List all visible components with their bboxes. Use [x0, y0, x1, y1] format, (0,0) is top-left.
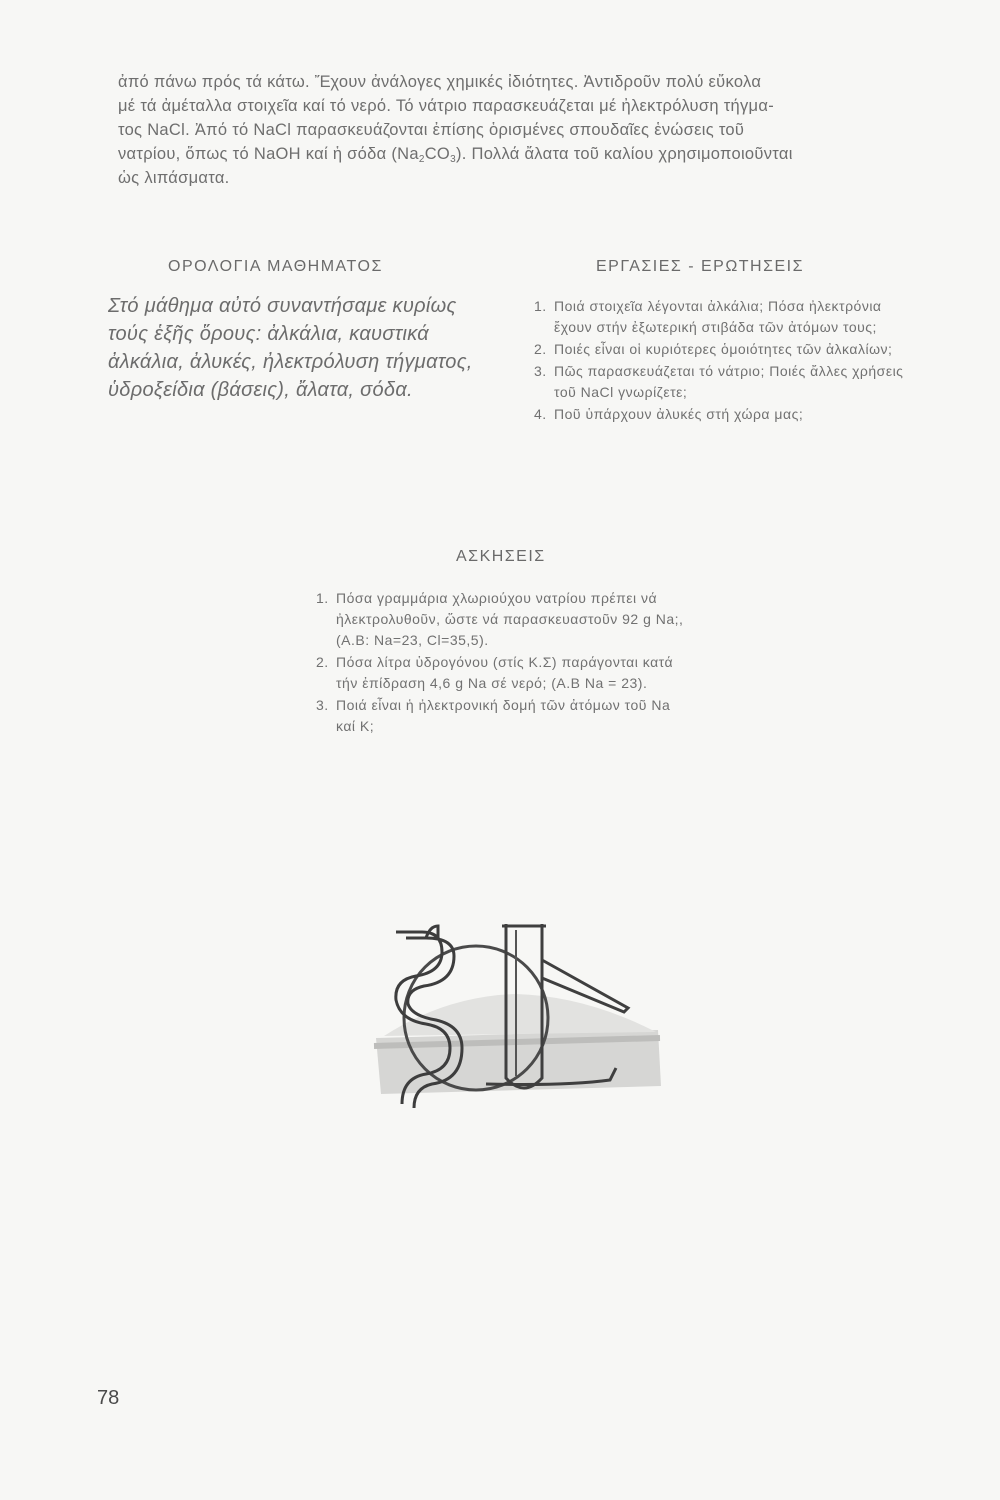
item-number: 3. — [316, 697, 329, 713]
item-text: Ποῦ ὑπάρχουν ἀλυκές στή χώρα μας; — [554, 406, 804, 422]
intro-text: CO — [424, 145, 451, 163]
terms-heading: ΟΡΟΛΟΓΙΑ ΜΑΘΗΜΑΤΟΣ — [168, 258, 383, 275]
exercises-list — [316, 588, 688, 738]
intro-line — [118, 142, 918, 166]
item-text: Πόσα λίτρα ὑδρογόνου (στίς Κ.Σ) παράγονται κατά τήν ἐπίδραση 4,6 g Na σέ νερό; (Α.Β Na = 23). — [336, 654, 674, 691]
item-number: 1. — [316, 590, 329, 606]
item-number: 4. — [534, 406, 547, 422]
item-number: 1. — [534, 298, 547, 314]
subscript: 3 — [450, 154, 456, 165]
intro-text: ). Πολλά ἄλατα τοῦ καλίου χρησιμοποιοῦνται — [455, 145, 793, 163]
list-item — [316, 652, 688, 694]
list-item — [534, 296, 904, 338]
intro-text: νατρίου, ὅπως τό NaOH καί ἡ σόδα (Na — [118, 145, 419, 163]
tasks-heading: ΕΡΓΑΣΙΕΣ - ΕΡΩΤΗΣΕΙΣ — [596, 258, 805, 275]
list-item — [316, 695, 688, 737]
tasks-list — [534, 296, 904, 426]
exercises-heading: ΑΣΚΗΣΕΙΣ — [456, 548, 546, 565]
list-item — [534, 361, 904, 403]
item-text: Ποιά στοιχεῖα λέγονται ἀλκάλια; Πόσα ἠλεκτρόνια ἔχουν στήν ἐξωτερική στιβάδα τῶν ἀτόμων τους; — [554, 298, 882, 335]
intro-line: τος NaCl. Ἀπό τό NaCl παρασκευάζονται ἐπίσης ὁρισμένες σπουδαῖες ἑνώσεις τοῦ — [118, 121, 745, 139]
page-number: 78 — [97, 1387, 120, 1409]
item-number: 2. — [534, 341, 547, 357]
list-item — [534, 339, 904, 360]
list-item — [534, 404, 904, 425]
intro-line: ἀπό πάνω πρός τά κάτω. Ἔχουν ἀνάλογες χημικές ἰδιότητες. Ἀντιδροῦν πολύ εὔκολα — [118, 73, 762, 91]
intro-line: ὡς λιπάσματα. — [118, 169, 230, 187]
intro-line: μέ τά ἀμέταλλα στοιχεῖα καί τό νερό. Τό νάτριο παρασκευάζεται μέ ἠλεκτρόλυση τήγμα- — [118, 97, 774, 115]
item-text: Ποιές εἶναι οἱ κυριότερες ὁμοιότητες τῶν ἀλκαλίων; — [554, 341, 893, 357]
intro-paragraph — [118, 70, 918, 190]
terms-text: Στό μάθημα αὐτό συναντήσαμε κυρίως τούς ἑξῆς ὅρους: ἀλκάλια, καυστικά ἀλκάλια, ἀλυκές, ἠλεκτρόλυση τήγματος, ὑδροξείδια (βάσεις), ἄλατα, σόδα. — [108, 295, 473, 401]
item-text: Πόσα γραμμάρια χλωριούχου νατρίου πρέπει νά ἠλεκτρολυθοῦν, ὥστε νά παρασκευαστοῦν 92 g Na;, (Α.Β: Na=23, Cl=35,5). — [336, 590, 684, 648]
item-text: Ποιά εἶναι ἡ ἠλεκτρονική δομή τῶν ἀτόμων τοῦ Na καί Κ; — [336, 697, 671, 734]
subscript: 2 — [418, 154, 425, 165]
item-number: 3. — [534, 363, 547, 379]
list-item — [316, 588, 688, 651]
item-number: 2. — [316, 654, 329, 670]
item-text: Πῶς παρασκευάζεται τό νάτριο; Ποιές ἄλλες χρήσεις τοῦ NaCl γνωρίζετε; — [554, 363, 904, 400]
apparatus-illustration — [366, 908, 666, 1118]
